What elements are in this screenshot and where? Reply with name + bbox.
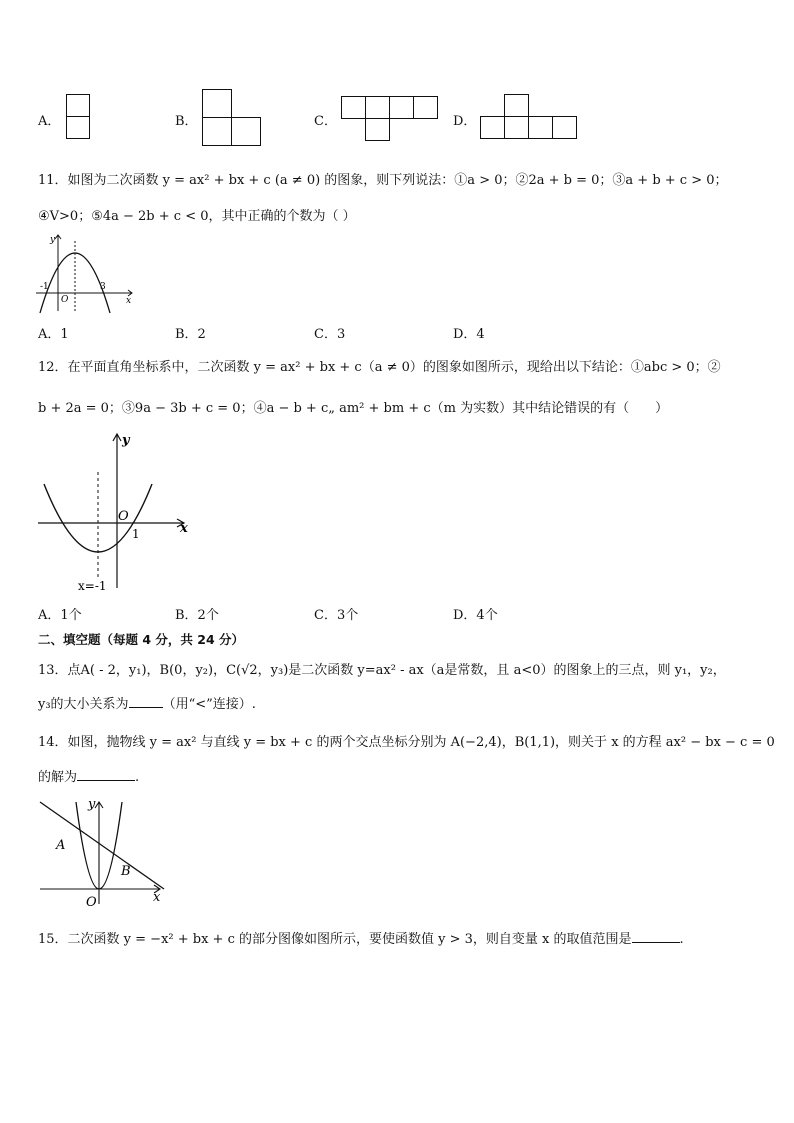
q13-answer-blank[interactable] — [129, 706, 163, 708]
q11-label-o: O — [61, 295, 69, 305]
q13-line1: 13．点A( - 2，y₁)，B(0，y₂)，C(√2，y₃)是二次函数 y=ax² - ax（a是常数，且 a<0）的图象上的三点，则 y₁，y₂， — [38, 663, 726, 678]
q14-line1: 14．如图，抛物线 y = ax² 与直线 y = bx + c 的两个交点坐标分别为 A(−2,4)，B(1,1)，则关于 x 的方程 ax² − bx − c = 0 — [38, 735, 775, 750]
q11-option-a: A．1 — [38, 327, 69, 342]
q13-line2-suffix: （用“<”连接）. — [162, 697, 256, 712]
q13-line2 — [38, 698, 256, 711]
q12-label-x: x — [180, 521, 188, 536]
q11-option-d: D．4 — [453, 327, 485, 342]
q11-line1: 11．如图为二次函数 y = ax² + bx + c (a ≠ 0) 的图象，则下列说法：①a > 0；②2a + b = 0；③a + b + c > 0； — [38, 173, 728, 188]
q15-line — [38, 933, 684, 946]
q11-option-b: B．2 — [175, 327, 206, 342]
q11-line2: ④V>0；⑤4a − 2b + c < 0，其中正确的个数为（ ） — [38, 209, 356, 224]
q14-answer-blank[interactable] — [77, 779, 135, 781]
section-2-title: 二、填空题（每题 4 分，共 24 分） — [38, 632, 245, 647]
q12-label-axis: x=-1 — [78, 579, 107, 593]
q12-option-c: C．3个 — [314, 608, 359, 623]
q14-line2-prefix: 的解为 — [38, 770, 78, 785]
q14-label-x: x — [153, 890, 161, 905]
q13-line2-prefix: y₃的大小关系为 — [38, 697, 129, 712]
option-d-label: D． — [453, 114, 477, 129]
q14-graph — [36, 794, 170, 912]
q11-label-x: x — [126, 296, 132, 306]
q12-line1: 12．在平面直角坐标系中，二次函数 y = ax² + bx + c（a ≠ 0）的图象如图所示，现给出以下结论：①abc > 0；② — [38, 360, 721, 375]
q11-label-3: 3 — [100, 282, 106, 292]
q11-label-neg1: -1 — [40, 282, 49, 292]
q12-option-b: B．2个 — [175, 608, 219, 623]
q15-suffix: . — [679, 932, 684, 947]
q14-label-o: O — [86, 895, 97, 910]
option-a-label: A． — [38, 114, 61, 129]
q15-answer-blank[interactable] — [632, 941, 680, 943]
q12-option-d: D．4个 — [453, 608, 498, 623]
option-b-label: B． — [175, 114, 198, 129]
q14-label-a: A — [56, 838, 66, 853]
q12-line2: b + 2a = 0；③9a − 3b + c = 0；④a − b + c„ am² + bm + c（m 为实数）其中结论错误的有（ ） — [38, 401, 669, 416]
q12-label-1: 1 — [132, 527, 140, 541]
q12-label-y: y — [122, 433, 130, 448]
q12-graph — [36, 428, 196, 596]
q15-text: 15．二次函数 y = −x² + bx + c 的部分图像如图所示，要使函数值 y > 3，则自变量 x 的取值范围是 — [38, 932, 632, 947]
option-c-label: C． — [314, 114, 337, 129]
q11-option-c: C．3 — [314, 327, 346, 342]
q12-option-a: A．1个 — [38, 608, 82, 623]
q11-label-y: y — [50, 235, 56, 245]
q14-line2-suffix: . — [135, 770, 140, 785]
q12-label-o: O — [118, 509, 129, 524]
q14-label-b: B — [121, 864, 131, 879]
q14-line2 — [38, 771, 139, 784]
q14-label-y: y — [88, 797, 96, 812]
q11-graph — [34, 229, 138, 315]
